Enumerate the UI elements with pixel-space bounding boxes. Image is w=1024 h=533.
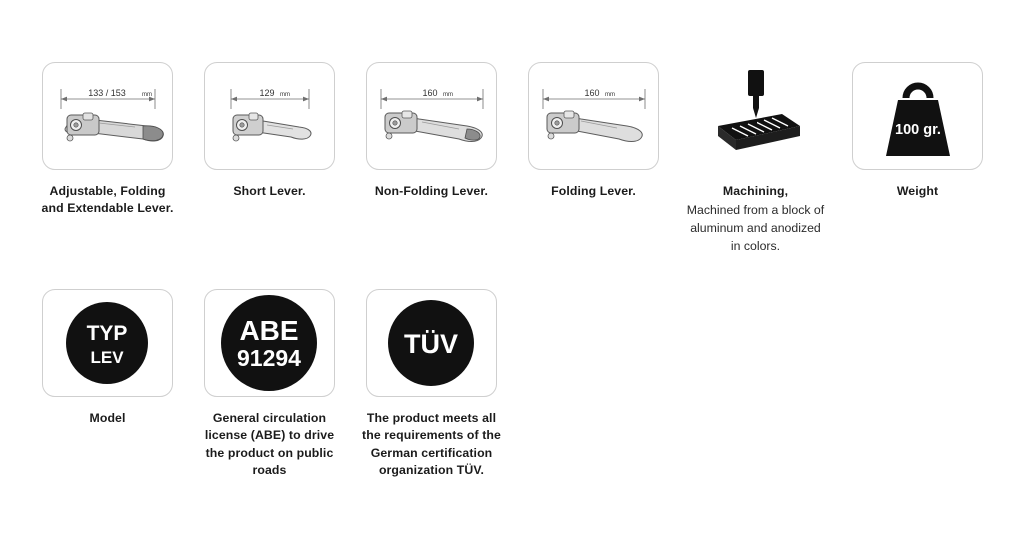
tuv-badge-icon: [367, 290, 496, 396]
cell-adjustable-folding-extendable-lever: [42, 62, 173, 218]
icon-row-1: [42, 62, 992, 256]
card-folding-lever: [528, 62, 659, 170]
card-adjustable-lever: [42, 62, 173, 170]
dimension-unit: mm: [142, 92, 152, 98]
caption-abe: General circulation license (ABE) to drive the product on public roads: [204, 410, 335, 478]
cell-model: [42, 289, 173, 427]
dimension-unit: mm: [280, 92, 290, 98]
abe-line-1: ABE: [239, 314, 299, 346]
lever-short-icon: [205, 63, 334, 169]
abe-badge-icon: [205, 290, 334, 396]
icon-row-2: [42, 289, 992, 480]
card-weight: [852, 62, 983, 170]
caption-folding-lever: Folding Lever.: [551, 184, 636, 198]
typ-lev-badge-icon: [43, 290, 172, 396]
cnc-milling-icon: [696, 64, 816, 168]
dimension-label: 133 / 153: [88, 88, 126, 98]
caption-model: Model: [89, 410, 126, 425]
cell-tuv: [362, 289, 501, 480]
card-non-folding-lever: [366, 62, 497, 170]
lever-folding-icon: [529, 63, 658, 169]
cell-folding-lever: [528, 62, 659, 200]
abe-line-2: 91294: [237, 344, 301, 371]
caption-non-folding-lever: Non-Folding Lever.: [374, 184, 489, 198]
cell-abe: [204, 289, 335, 480]
dimension-label: 129: [259, 88, 275, 98]
caption-machining: Machining,: [722, 184, 789, 198]
caption-tuv: The product meets all the requirements of the German certification organization TÜV.: [362, 410, 501, 478]
icon-grid: [42, 62, 992, 480]
dimension-unit: mm: [443, 92, 453, 98]
model-line-1: TYP: [86, 321, 128, 345]
subcaption-machining: Machined from a block of aluminum and anodized in colors.: [686, 203, 825, 254]
caption-adjustable-lever: Adjustable, Folding and Extendable Lever.: [41, 184, 174, 216]
card-machining: [690, 62, 821, 170]
dimension-label: 160: [422, 88, 438, 98]
lever-non-folding-icon: [367, 63, 496, 169]
weight-icon: [858, 64, 978, 168]
lever-body: [385, 111, 482, 142]
cell-weight: [852, 62, 983, 200]
tuv-line-1: TÜV: [404, 328, 458, 359]
caption-short-lever: Short Lever.: [233, 184, 306, 198]
lever-body: [233, 113, 311, 141]
dimension-label: 160: [584, 88, 600, 98]
card-short-lever: [204, 62, 335, 170]
model-line-2: LEV: [90, 347, 124, 367]
cell-machining: [686, 62, 825, 256]
lever-body: [547, 111, 642, 142]
card-model: [42, 289, 173, 397]
lever-adjustable-icon: [43, 63, 172, 169]
dimension-unit: mm: [605, 92, 615, 98]
caption-weight: Weight: [896, 184, 939, 198]
card-abe: [204, 289, 335, 397]
cell-non-folding-lever: [366, 62, 497, 200]
weight-value: 100 gr.: [894, 122, 941, 138]
cell-short-lever: [204, 62, 335, 200]
lever-body: [65, 113, 163, 141]
card-tuv: [366, 289, 497, 397]
